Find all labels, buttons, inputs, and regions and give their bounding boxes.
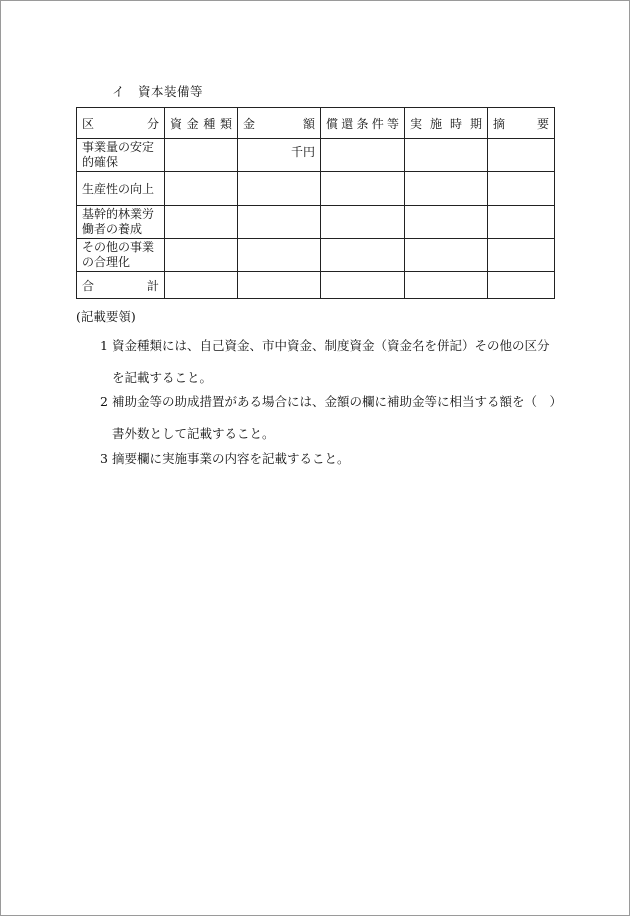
header-timing: [405, 108, 488, 139]
table-cell: [238, 206, 321, 239]
header-remarks-text: 摘 要: [493, 116, 549, 131]
notes-heading: (記載要領): [76, 309, 136, 324]
table-cell: [238, 272, 321, 299]
row-category-label: 事業量の安定的確保: [82, 140, 155, 169]
note-number: 2: [100, 394, 108, 409]
table-cell: [405, 206, 488, 239]
table-cell: [321, 172, 405, 206]
header-category: [77, 108, 165, 139]
note-number: 1: [100, 338, 108, 353]
table-cell: [238, 172, 321, 206]
header-remarks: [488, 108, 555, 139]
note-item: [100, 330, 560, 394]
table-cell: [488, 239, 555, 272]
row-category-cell: [77, 239, 165, 272]
total-label: 合 計: [82, 278, 159, 293]
table-row: [77, 172, 555, 206]
row-category-label: 基幹的林業労働者の養成: [82, 207, 155, 236]
table-cell: [238, 239, 321, 272]
table-cell: [405, 239, 488, 272]
table-row: [77, 139, 555, 172]
table-total-row: [77, 272, 555, 299]
note-item: [100, 386, 560, 450]
header-fund-type-text: 資 金 種 類: [170, 116, 232, 131]
table-cell: [165, 272, 238, 299]
section-marker: イ: [112, 84, 126, 99]
table-cell: [321, 239, 405, 272]
note-text: 資金種類には、自己資金、市中資金、制度資金（資金名を併記）その他の区分を記載すること。: [112, 338, 550, 385]
row-category-cell: [77, 172, 165, 206]
header-timing-text: 実 施 時 期: [410, 116, 482, 131]
header-repayment: [321, 108, 405, 139]
note-item: [100, 443, 560, 475]
table-row: [77, 206, 555, 239]
table-cell: [321, 206, 405, 239]
table-cell: [321, 139, 405, 172]
section-title: [112, 82, 203, 100]
table-cell: [165, 139, 238, 172]
row-category-label: その他の事業の合理化: [82, 240, 155, 269]
table-cell: [165, 239, 238, 272]
table-cell: [488, 272, 555, 299]
capital-equipment-table: [76, 107, 555, 299]
table-cell: [165, 206, 238, 239]
table-cell: [405, 172, 488, 206]
table-cell: [488, 139, 555, 172]
table-row: [77, 239, 555, 272]
header-repayment-text: 償 還 条 件 等: [326, 116, 399, 131]
note-text: 補助金等の助成措置がある場合には、金額の欄に補助金等に相当する額を（ ）書外数として記載すること。: [112, 394, 556, 441]
table-cell: [405, 139, 488, 172]
amount-unit-label: 千円: [290, 145, 315, 159]
section-title-text: 資本装備等: [138, 84, 204, 99]
header-fund-type: [165, 108, 238, 139]
table-cell: [321, 272, 405, 299]
table-cell: [165, 172, 238, 206]
row-category-cell: [77, 206, 165, 239]
total-label-cell: [77, 272, 165, 299]
header-amount-text: 金 額: [243, 116, 315, 131]
table-cell: [488, 206, 555, 239]
header-category-text: 区 分: [82, 116, 159, 131]
table-cell: [488, 172, 555, 206]
amount-unit-cell: [238, 139, 321, 172]
row-category-cell: [77, 139, 165, 172]
table-header-row: [77, 108, 555, 139]
note-text: 摘要欄に実施事業の内容を記載すること。: [112, 451, 350, 466]
table-cell: [405, 272, 488, 299]
note-number: 3: [100, 451, 108, 466]
row-category-label: 生産性の向上: [82, 181, 155, 196]
header-amount: [238, 108, 321, 139]
